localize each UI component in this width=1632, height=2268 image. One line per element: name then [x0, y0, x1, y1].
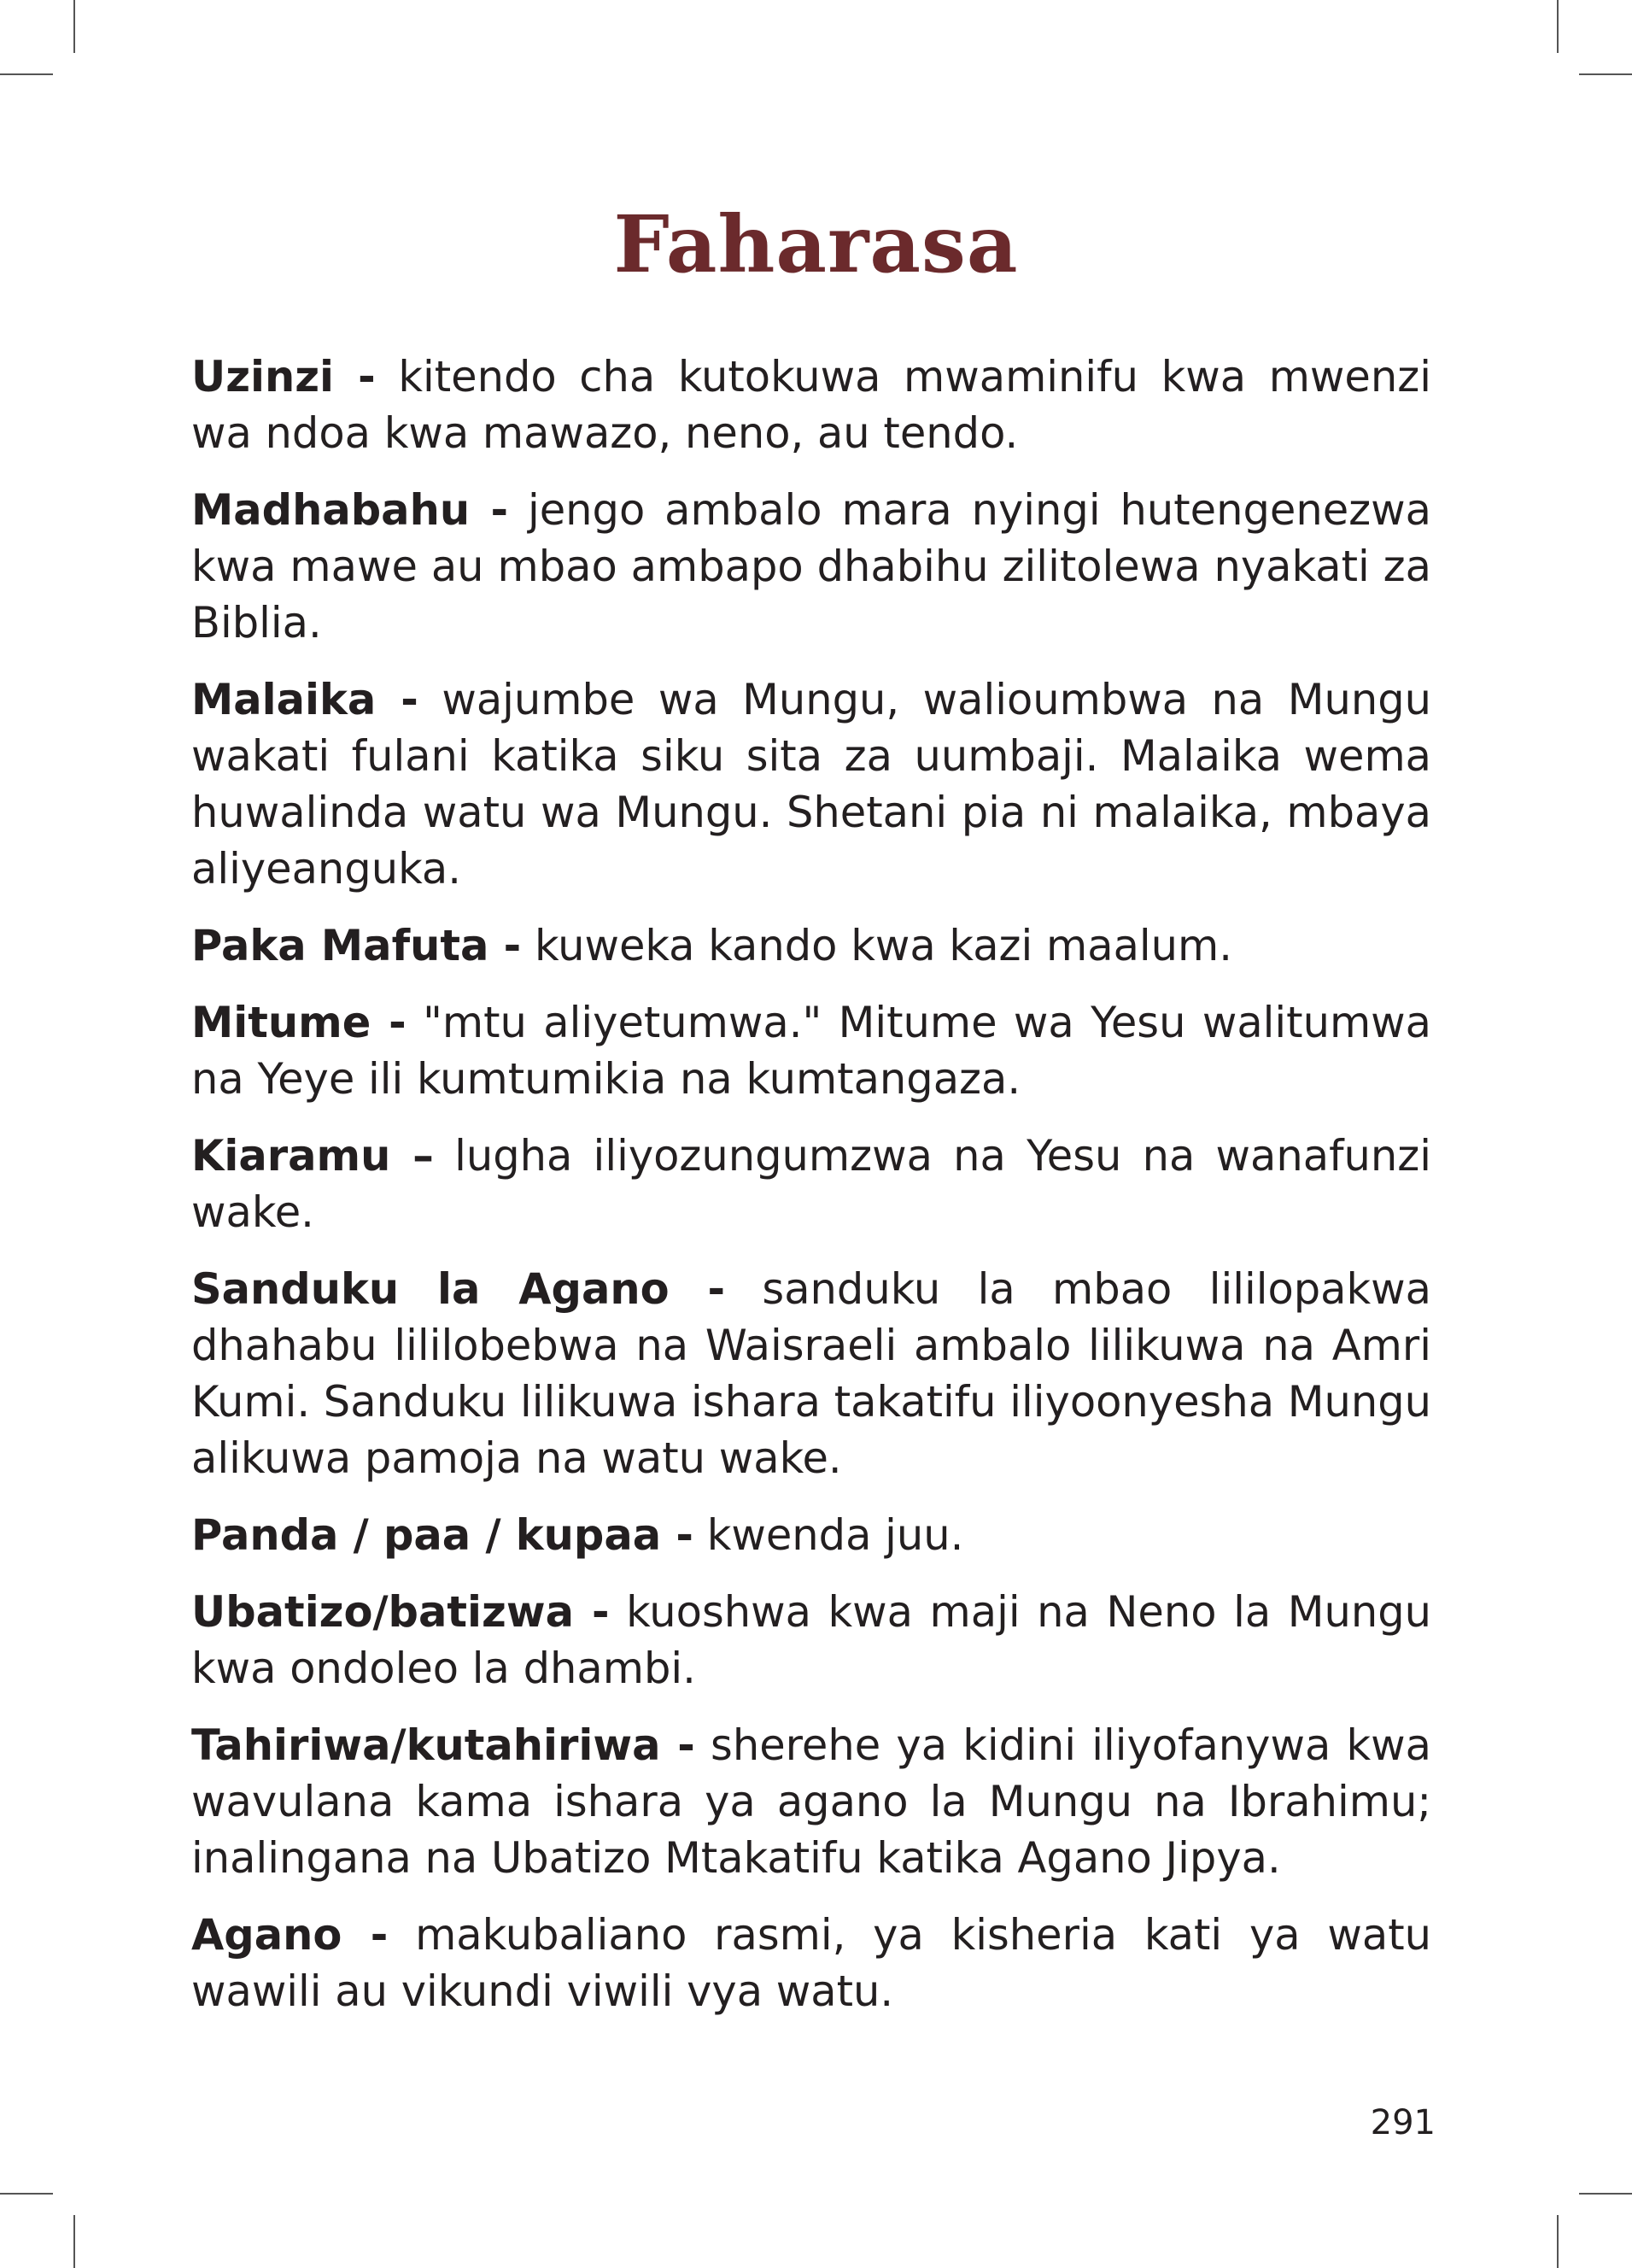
glossary-list: [191, 349, 1431, 2040]
glossary-definition: kuweka kando kwa kazi maalum.: [534, 921, 1232, 970]
glossary-definition: wajumbe wa Mungu, walioumbwa na Mungu wakati fulani katika siku sita za uumbaji. Malaika wema huwalinda watu wa Mungu. Shetani pia ni malaika, mbaya aliyeanguka.: [191, 675, 1431, 894]
crop-mark-bottom-left-vertical: [73, 2215, 75, 2268]
crop-mark-top-right-vertical: [1557, 0, 1559, 53]
glossary-term: Madhabahu -: [191, 485, 509, 535]
glossary-term: Ubatizo/batizwa -: [191, 1587, 610, 1637]
glossary-term: Paka Mafuta -: [191, 921, 522, 970]
glossary-definition: jengo ambalo mara nyingi hutengenezwa kwa mawe au mbao ambapo dhabihu zilitolewa nyakati za Biblia.: [191, 485, 1431, 648]
glossary-definition: kitendo cha kutokuwa mwaminifu kwa mwenzi wa ndoa kwa mawazo, neno, au tendo.: [191, 352, 1431, 458]
glossary-definition: kuoshwa kwa maji na Neno la Mungu kwa ondoleo la dhambi.: [191, 1587, 1431, 1693]
glossary-entry: [191, 482, 1431, 651]
glossary-definition: lugha iliyozungumzwa na Yesu na wanafunzi wake.: [191, 1131, 1431, 1237]
glossary-term: Panda / paa / kupaa -: [191, 1510, 693, 1560]
page-number: 291: [1370, 2103, 1436, 2142]
glossary-entry: [191, 1584, 1431, 1697]
glossary-term: Sanduku la Agano -: [191, 1264, 726, 1314]
glossary-entry: [191, 917, 1431, 974]
glossary-term: Kiaramu –: [191, 1131, 434, 1181]
glossary-term: Agano -: [191, 1910, 389, 1960]
glossary-entry: [191, 1128, 1431, 1240]
glossary-definition: "mtu aliyetumwa." Mitume wa Yesu walitumwa na Yeye ili kumtumikia na kumtangaza.: [191, 998, 1431, 1104]
glossary-term: Uzinzi -: [191, 352, 376, 401]
page-title: Faharasa: [613, 198, 1019, 290]
glossary-definition: sanduku la mbao lililopakwa dhahabu lililobebwa na Waisraeli ambalo lilikuwa na Amri Kumi. Sanduku lilikuwa ishara takatifu iliyoonyesha Mungu alikuwa pamoja na watu wake.: [191, 1264, 1432, 1483]
glossary-entry: [191, 1261, 1431, 1486]
crop-mark-top-right-horizontal: [1579, 73, 1632, 75]
crop-mark-bottom-right-vertical: [1557, 2215, 1559, 2268]
glossary-term: Mitume -: [191, 998, 407, 1047]
crop-mark-bottom-left-horizontal: [0, 2193, 53, 2195]
glossary-definition: kwenda juu.: [706, 1510, 964, 1560]
glossary-term: Tahiriwa/kutahiriwa -: [191, 1720, 695, 1770]
glossary-entry: [191, 349, 1431, 461]
glossary-definition: sherehe ya kidini iliyofanywa kwa wavulana kama ishara ya agano la Mungu na Ibrahimu; inalingana na Ubatizo Mtakatifu katika Agano Jipya.: [191, 1720, 1431, 1883]
crop-mark-bottom-right-horizontal: [1579, 2193, 1632, 2195]
crop-mark-top-left-horizontal: [0, 73, 53, 75]
glossary-entry: [191, 671, 1431, 897]
crop-mark-top-left-vertical: [73, 0, 75, 53]
glossary-entry: [191, 1717, 1431, 1886]
glossary-entry: [191, 1907, 1431, 2019]
glossary-term: Malaika -: [191, 675, 418, 724]
glossary-entry: [191, 994, 1431, 1107]
glossary-definition: makubaliano rasmi, ya kisheria kati ya watu wawili au vikundi viwili vya watu.: [191, 1910, 1431, 2016]
glossary-entry: [191, 1507, 1431, 1563]
